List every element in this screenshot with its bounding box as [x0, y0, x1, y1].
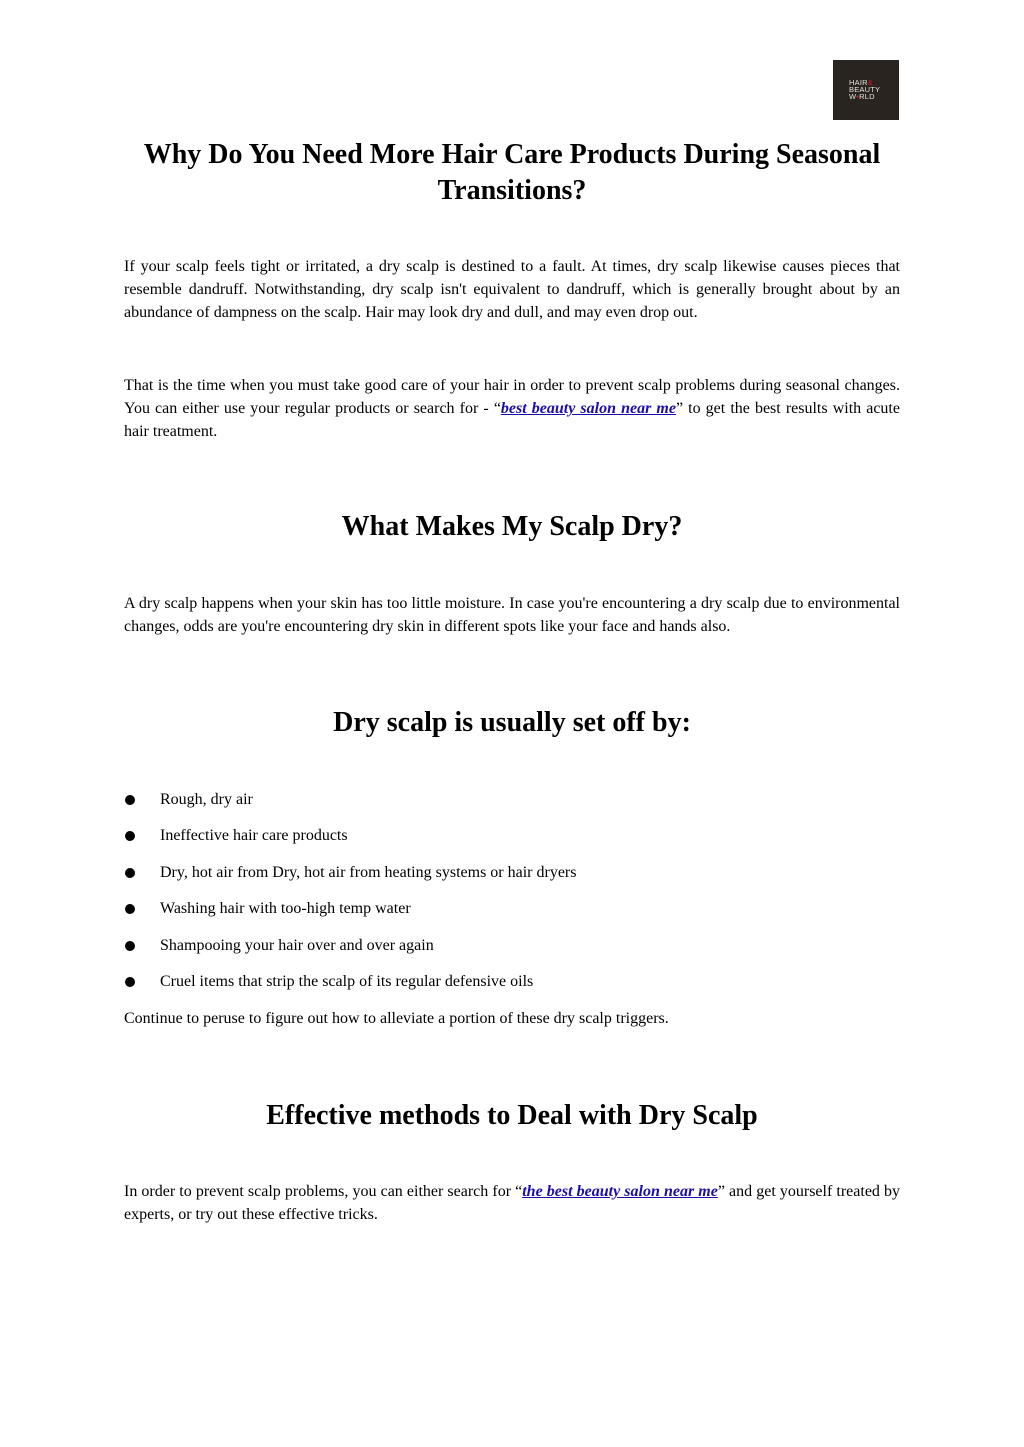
brand-logo: HAIR& BEAUTY W•RLD: [833, 60, 899, 120]
bullet-icon: [125, 941, 135, 951]
care-text-before: That is the time when you must take good care of your hair in order to prevent scalp problems during seasonal changes. You can either use your regular products or search for - “: [124, 377, 900, 417]
heading-dry-scalp: What Makes My Scalp Dry?: [341, 511, 683, 542]
salon-link[interactable]: best beauty salon near me: [500, 400, 676, 417]
bullet-icon: [125, 977, 135, 987]
continue-paragraph: Continue to peruse to figure out how to alleviate a portion of these dry scalp triggers.: [124, 1010, 669, 1027]
methods-text-before: In order to prevent scalp problems, you can either search for “: [124, 1183, 523, 1200]
bullet-icon: [125, 795, 135, 805]
bullet-icon: [125, 831, 135, 841]
salon-link[interactable]: the best beauty salon near me: [522, 1183, 718, 1200]
bullet-icon: [125, 904, 135, 914]
page-title: Why Do You Need More Hair Care Products During Seasonal Transitions?: [143, 139, 881, 206]
methods-text-after: ” and get yourself treated by experts, or try out these effective tricks.: [124, 1183, 901, 1223]
methods-paragraph: [124, 1180, 900, 1226]
dry-scalp-paragraph: A dry scalp happens when your skin has too little moisture. In case you're encountering a dry scalp due to environmental changes, odds are you're encountering dry skin in different spots like your face and hands also.: [124, 595, 900, 635]
care-text-after: ” to get the best results with acute hair treatment.: [124, 400, 900, 440]
care-paragraph: [124, 374, 900, 443]
intro-paragraph: If your scalp feels tight or irritated, a dry scalp is destined to a fault. At times, dry scalp likewise causes pieces that resemble dandruff. Notwithstanding, dry scalp isn't equivalent to dandruff, which is generally brought about by an abundance of dampness on the scalp. Hair may look dry and dull, and may even drop out.: [124, 258, 900, 321]
bullet-icon: [125, 868, 135, 878]
heading-set-off: Dry scalp is usually set off by:: [333, 707, 691, 738]
heading-methods: Effective methods to Deal with Dry Scalp: [266, 1100, 758, 1131]
